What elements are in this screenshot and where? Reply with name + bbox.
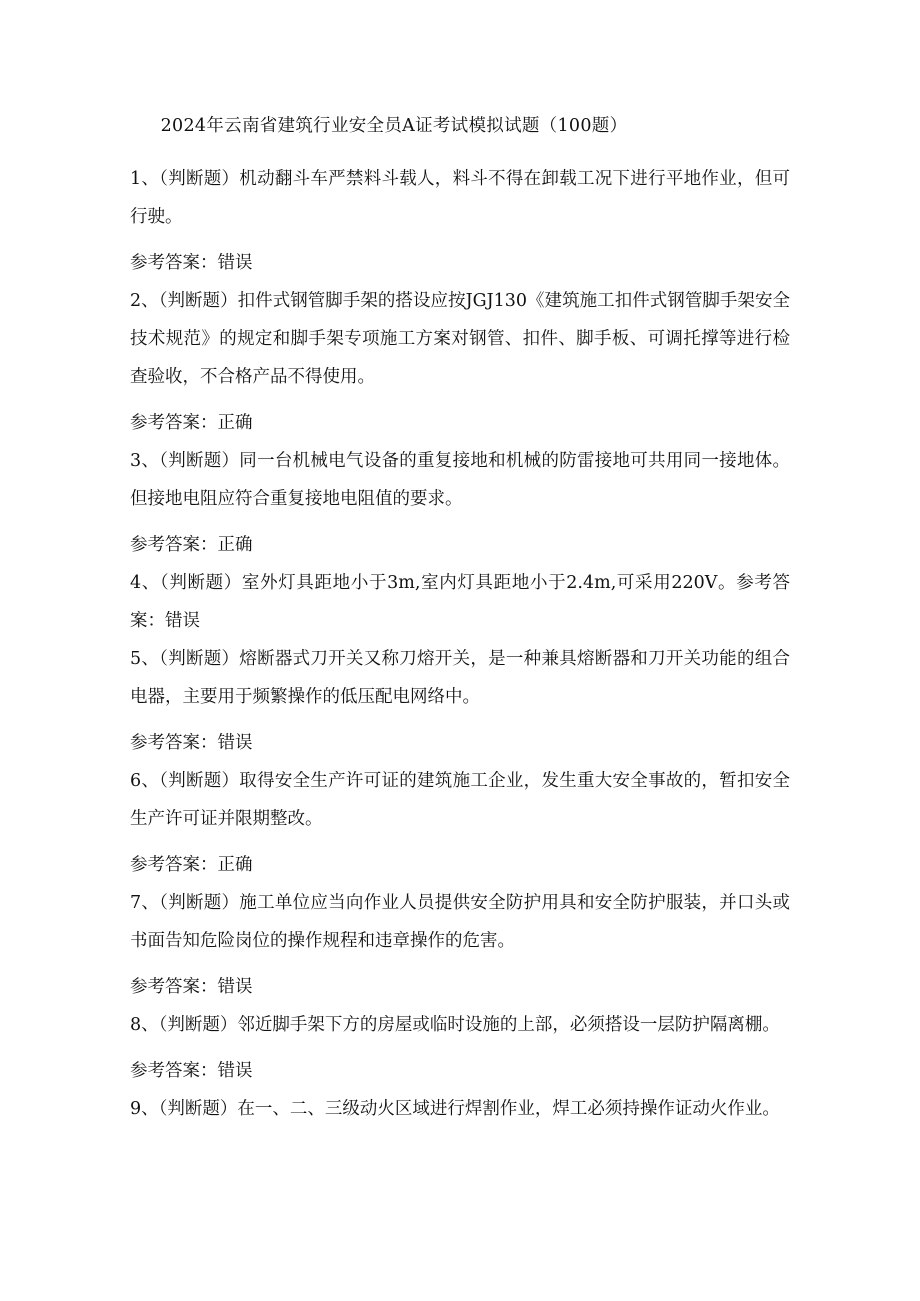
question-text: 5、（判断题）熔断器式刀开关又称刀熔开关，是一种兼具熔断器和刀开关功能的组合电器，主要用于频繁操作的低压配电网络中。 (130, 649, 790, 707)
answer-text: 参考答案：错误 (130, 977, 253, 997)
question-text: 6、（判断题）取得安全生产许可证的建筑施工企业，发生重大安全事故的，暂扣安全生产许可证并限期整改。 (130, 771, 790, 829)
question-text: 1、（判断题）机动翻斗车严禁料斗载人，料斗不得在卸载工况下进行平地作业，但可行驶。 (130, 169, 790, 227)
document-title: 2024年云南省建筑行业安全员A证考试模拟试题（100题） (160, 116, 628, 136)
question-item (130, 884, 790, 1006)
answer-text: 参考答案：正确 (130, 855, 253, 875)
answer-text: 参考答案：错误 (130, 733, 253, 753)
question-item (130, 762, 790, 884)
question-text: 8、（判断题）邻近脚手架下方的房屋或临时设施的上部，必须搭设一层防护隔离棚。 (130, 1015, 780, 1035)
answer-text: 参考答案：错误 (130, 1061, 253, 1081)
question-text: 2、（判断题）扣件式钢管脚手架的搭设应按JGJ130《建筑施工扣件式钢管脚手架安全技术规范》的规定和脚手架专项施工方案对钢管、扣件、脚手板、可调托撑等进行检查验收，不合格产品不得使用。 (130, 291, 790, 387)
answer-text: 参考答案：正确 (130, 413, 253, 433)
question-item (130, 640, 790, 762)
question-item (130, 564, 790, 640)
question-text: 7、（判断题）施工单位应当向作业人员提供安全防护用具和安全防护服装，并口头或书面告知危险岗位的操作规程和违章操作的危害。 (130, 893, 790, 951)
answer-text: 参考答案：正确 (130, 535, 253, 555)
question-text: 4、（判断题）室外灯具距地小于3m,室内灯具距地小于2.4m,可采用220V。参考答案：错误 (130, 573, 790, 631)
question-item (130, 282, 790, 442)
question-list (130, 160, 790, 1128)
question-item (130, 160, 790, 282)
question-text: 9、（判断题）在一、二、三级动火区域进行焊割作业，焊工必须持操作证动火作业。 (130, 1099, 780, 1119)
question-item (130, 442, 790, 564)
answer-text: 参考答案：错误 (130, 253, 253, 273)
question-item (130, 1006, 790, 1090)
question-text: 3、（判断题）同一台机械电气设备的重复接地和机械的防雷接地可共用同一接地体。但接地电阻应符合重复接地电阻值的要求。 (130, 451, 790, 509)
question-item (130, 1090, 790, 1128)
